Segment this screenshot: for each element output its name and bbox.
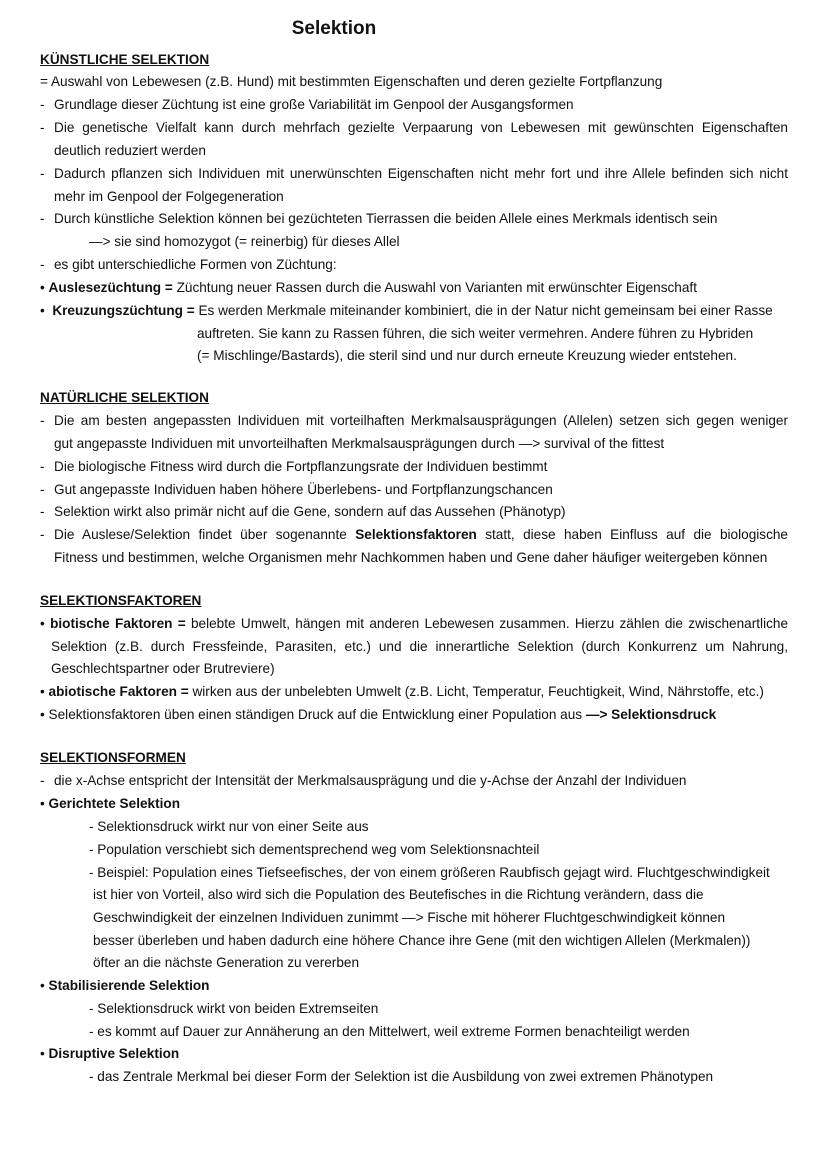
bullet-selektionsdruck: • Selektionsfaktoren üben einen ständigen Druck auf die Entwicklung einer Population aus —> Selektionsdruck <box>40 707 717 722</box>
heading-selektionsfaktoren: SELEKTIONSFAKTOREN <box>40 593 202 608</box>
bullet-marker: • <box>40 978 45 993</box>
dash-marker: - <box>40 413 45 428</box>
list-item: - Die am besten angepassten Individuen mit vorteilhaften Merkmalsausprägungen (Allelen) setzen sich gegen weniger <box>40 413 788 428</box>
list-item-continuation: deutlich reduziert werden <box>54 143 206 158</box>
bullet-kreuzungszuechtung: • Kreuzungszüchtung = Es werden Merkmale miteinander kombiniert, die in der Natur nicht gemeinsam bei einer Rasse <box>40 303 773 318</box>
dash-marker: - <box>40 97 45 112</box>
dash-marker: - <box>40 459 45 474</box>
dash-marker: - <box>40 504 45 519</box>
term-auslesezuechtung: Auslesezüchtung = <box>48 280 173 295</box>
sub-item: - Population verschiebt sich dementsprechend weg vom Selektionsnachteil <box>89 842 540 857</box>
term-selektionsfaktoren: Selektionsfaktoren <box>355 527 477 542</box>
bullet-marker: • <box>40 280 45 295</box>
bullet-gerichtete-selektion: • Gerichtete Selektion <box>40 796 180 811</box>
dash-marker: - <box>40 120 45 135</box>
list-item-continuation: mehr im Genpool der Folgegeneration <box>54 189 284 204</box>
sub-item: - Selektionsdruck wirkt nur von einer Seite aus <box>89 819 369 834</box>
dash-marker: - <box>40 257 45 272</box>
bullet-marker: • <box>40 707 45 722</box>
list-item: - Die genetische Vielfalt kann durch mehrfach gezielte Verpaarung von Lebewesen mit gewünschten Eigenschaften <box>40 120 788 135</box>
term-biotische-faktoren: biotische Faktoren = <box>50 616 186 631</box>
bullet-auslesezuechtung: • Auslesezüchtung = Züchtung neuer Rassen durch die Auswahl von Varianten mit erwünschter Eigenschaft <box>40 280 697 295</box>
list-item-continuation: Fitness und bestimmen, welche Organismen mehr Nachkommen haben und Gene daher häufiger weitergeben können <box>54 550 768 565</box>
biotisch-continuation: Selektion (z.B. durch Fressfeinde, Parasiten, etc.) und die innerartliche Selektion (durch Konkurrenz um Nahrung, <box>51 639 788 654</box>
sub-item-continuation: besser überleben und haben dadurch eine höhere Chance ihre Gene (mit den wichtigen Allelen (Merkmalen)) <box>93 933 751 948</box>
dash-marker: - <box>40 211 45 226</box>
sub-item-continuation: öfter an die nächste Generation zu vererben <box>93 955 360 970</box>
term-kreuzungszuechtung: Kreuzungszüchtung = <box>52 303 195 318</box>
page-title: Selektion <box>291 18 377 39</box>
bullet-marker: • <box>40 303 45 318</box>
dash-marker: - <box>40 482 45 497</box>
sub-item: - Selektionsdruck wirkt von beiden Extremseiten <box>89 1001 379 1016</box>
list-item: - Durch künstliche Selektion können bei gezüchteten Tierrassen die beiden Allele eines Merkmals identisch sein <box>40 211 718 226</box>
dash-marker: - <box>40 166 45 181</box>
list-item: - Die Auslese/Selektion findet über sogenannte Selektionsfaktoren statt, diese haben Einfluss auf die biologische <box>40 527 788 542</box>
bullet-marker: • <box>40 1046 45 1061</box>
list-item: - es gibt unterschiedliche Formen von Züchtung: <box>40 257 337 272</box>
list-item: - die x-Achse entspricht der Intensität der Merkmalsausprägung und die y-Achse der Anzahl der Individuen <box>40 773 687 788</box>
definition-text: = Auswahl von Lebewesen (z.B. Hund) mit bestimmten Eigenschaften und deren gezielte Fortpflanzung <box>40 74 663 89</box>
list-item: - Grundlage dieser Züchtung ist eine große Variabilität im Genpool der Ausgangsformen <box>40 97 574 112</box>
bullet-biotische-faktoren: • biotische Faktoren = belebte Umwelt, hängen mit anderen Lebewesen zusammen. Hierzu zählen die zwischenartliche <box>40 616 789 631</box>
heading-kuenstliche-selektion: KÜNSTLICHE SELEKTION <box>40 52 210 67</box>
dash-marker: - <box>40 773 45 788</box>
list-item: - Die biologische Fitness wird durch die Fortpflanzungsrate der Individuen bestimmt <box>40 459 548 474</box>
bullet-marker: • <box>40 616 45 631</box>
sub-item-continuation: Geschwindigkeit der einzelnen Individuen zunimmt —> Fische mit höherer Fluchtgeschwindigkeit können <box>93 910 726 925</box>
heading-natuerliche-selektion: NATÜRLICHE SELEKTION <box>40 390 209 405</box>
bullet-stabilisierende-selektion: • Stabilisierende Selektion <box>40 978 210 993</box>
bullet-marker: • <box>40 796 45 811</box>
sub-item: - es kommt auf Dauer zur Annäherung an den Mittelwert, weil extreme Formen benachteiligt werden <box>89 1024 690 1039</box>
sub-item-continuation: ist hier von Vorteil, also wird sich die Population des Beutefisches in die Richtung verändern, dass die <box>93 887 704 902</box>
list-item-continuation: gut angepasste Individuen mit unvorteilhaften Merkmalsausprägungen durch —> survival of the fittest <box>54 436 665 451</box>
term-selektionsdruck: —> Selektionsdruck <box>585 707 717 722</box>
list-item: - Selektion wirkt also primär nicht auf die Gene, sondern auf das Aussehen (Phänotyp) <box>40 504 566 519</box>
bullet-disruptive-selektion: • Disruptive Selektion <box>40 1046 180 1061</box>
sub-item: - das Zentrale Merkmal bei dieser Form der Selektion ist die Ausbildung von zwei extremen Phänotypen <box>89 1069 714 1084</box>
conclusion-text: —> sie sind homozygot (= reinerbig) für dieses Allel <box>89 234 400 249</box>
dash-marker: - <box>40 527 45 542</box>
list-item: - Dadurch pflanzen sich Individuen mit unerwünschten Eigenschaften nicht mehr fort und ihre Allele befinden sich nicht <box>40 166 788 181</box>
bullet-marker: • <box>40 684 45 699</box>
sub-item: - Beispiel: Population eines Tiefseefisches, der von einem größeren Raubfisch gejagt wird. Fluchtgeschwindigkeit <box>89 865 770 880</box>
bullet-abiotische-faktoren: • abiotische Faktoren = wirken aus der unbelebten Umwelt (z.B. Licht, Temperatur, Feuchtigkeit, Wind, Nährstoffe, etc.) <box>40 684 764 699</box>
kreuzung-continuation: auftreten. Sie kann zu Rassen führen, die sich weiter vermehren. Andere führen zu Hybriden <box>197 326 754 341</box>
biotisch-continuation: Geschlechtspartner oder Brutreviere) <box>51 661 275 676</box>
term-abiotische-faktoren: abiotische Faktoren = <box>48 684 189 699</box>
heading-selektionsformen: SELEKTIONSFORMEN <box>40 750 186 765</box>
list-item: - Gut angepasste Individuen haben höhere Überlebens- und Fortpflanzungschancen <box>40 482 553 497</box>
kreuzung-continuation: (= Mischlinge/Bastards), die steril sind und nur durch erneute Kreuzung wieder entstehen. <box>197 348 737 363</box>
